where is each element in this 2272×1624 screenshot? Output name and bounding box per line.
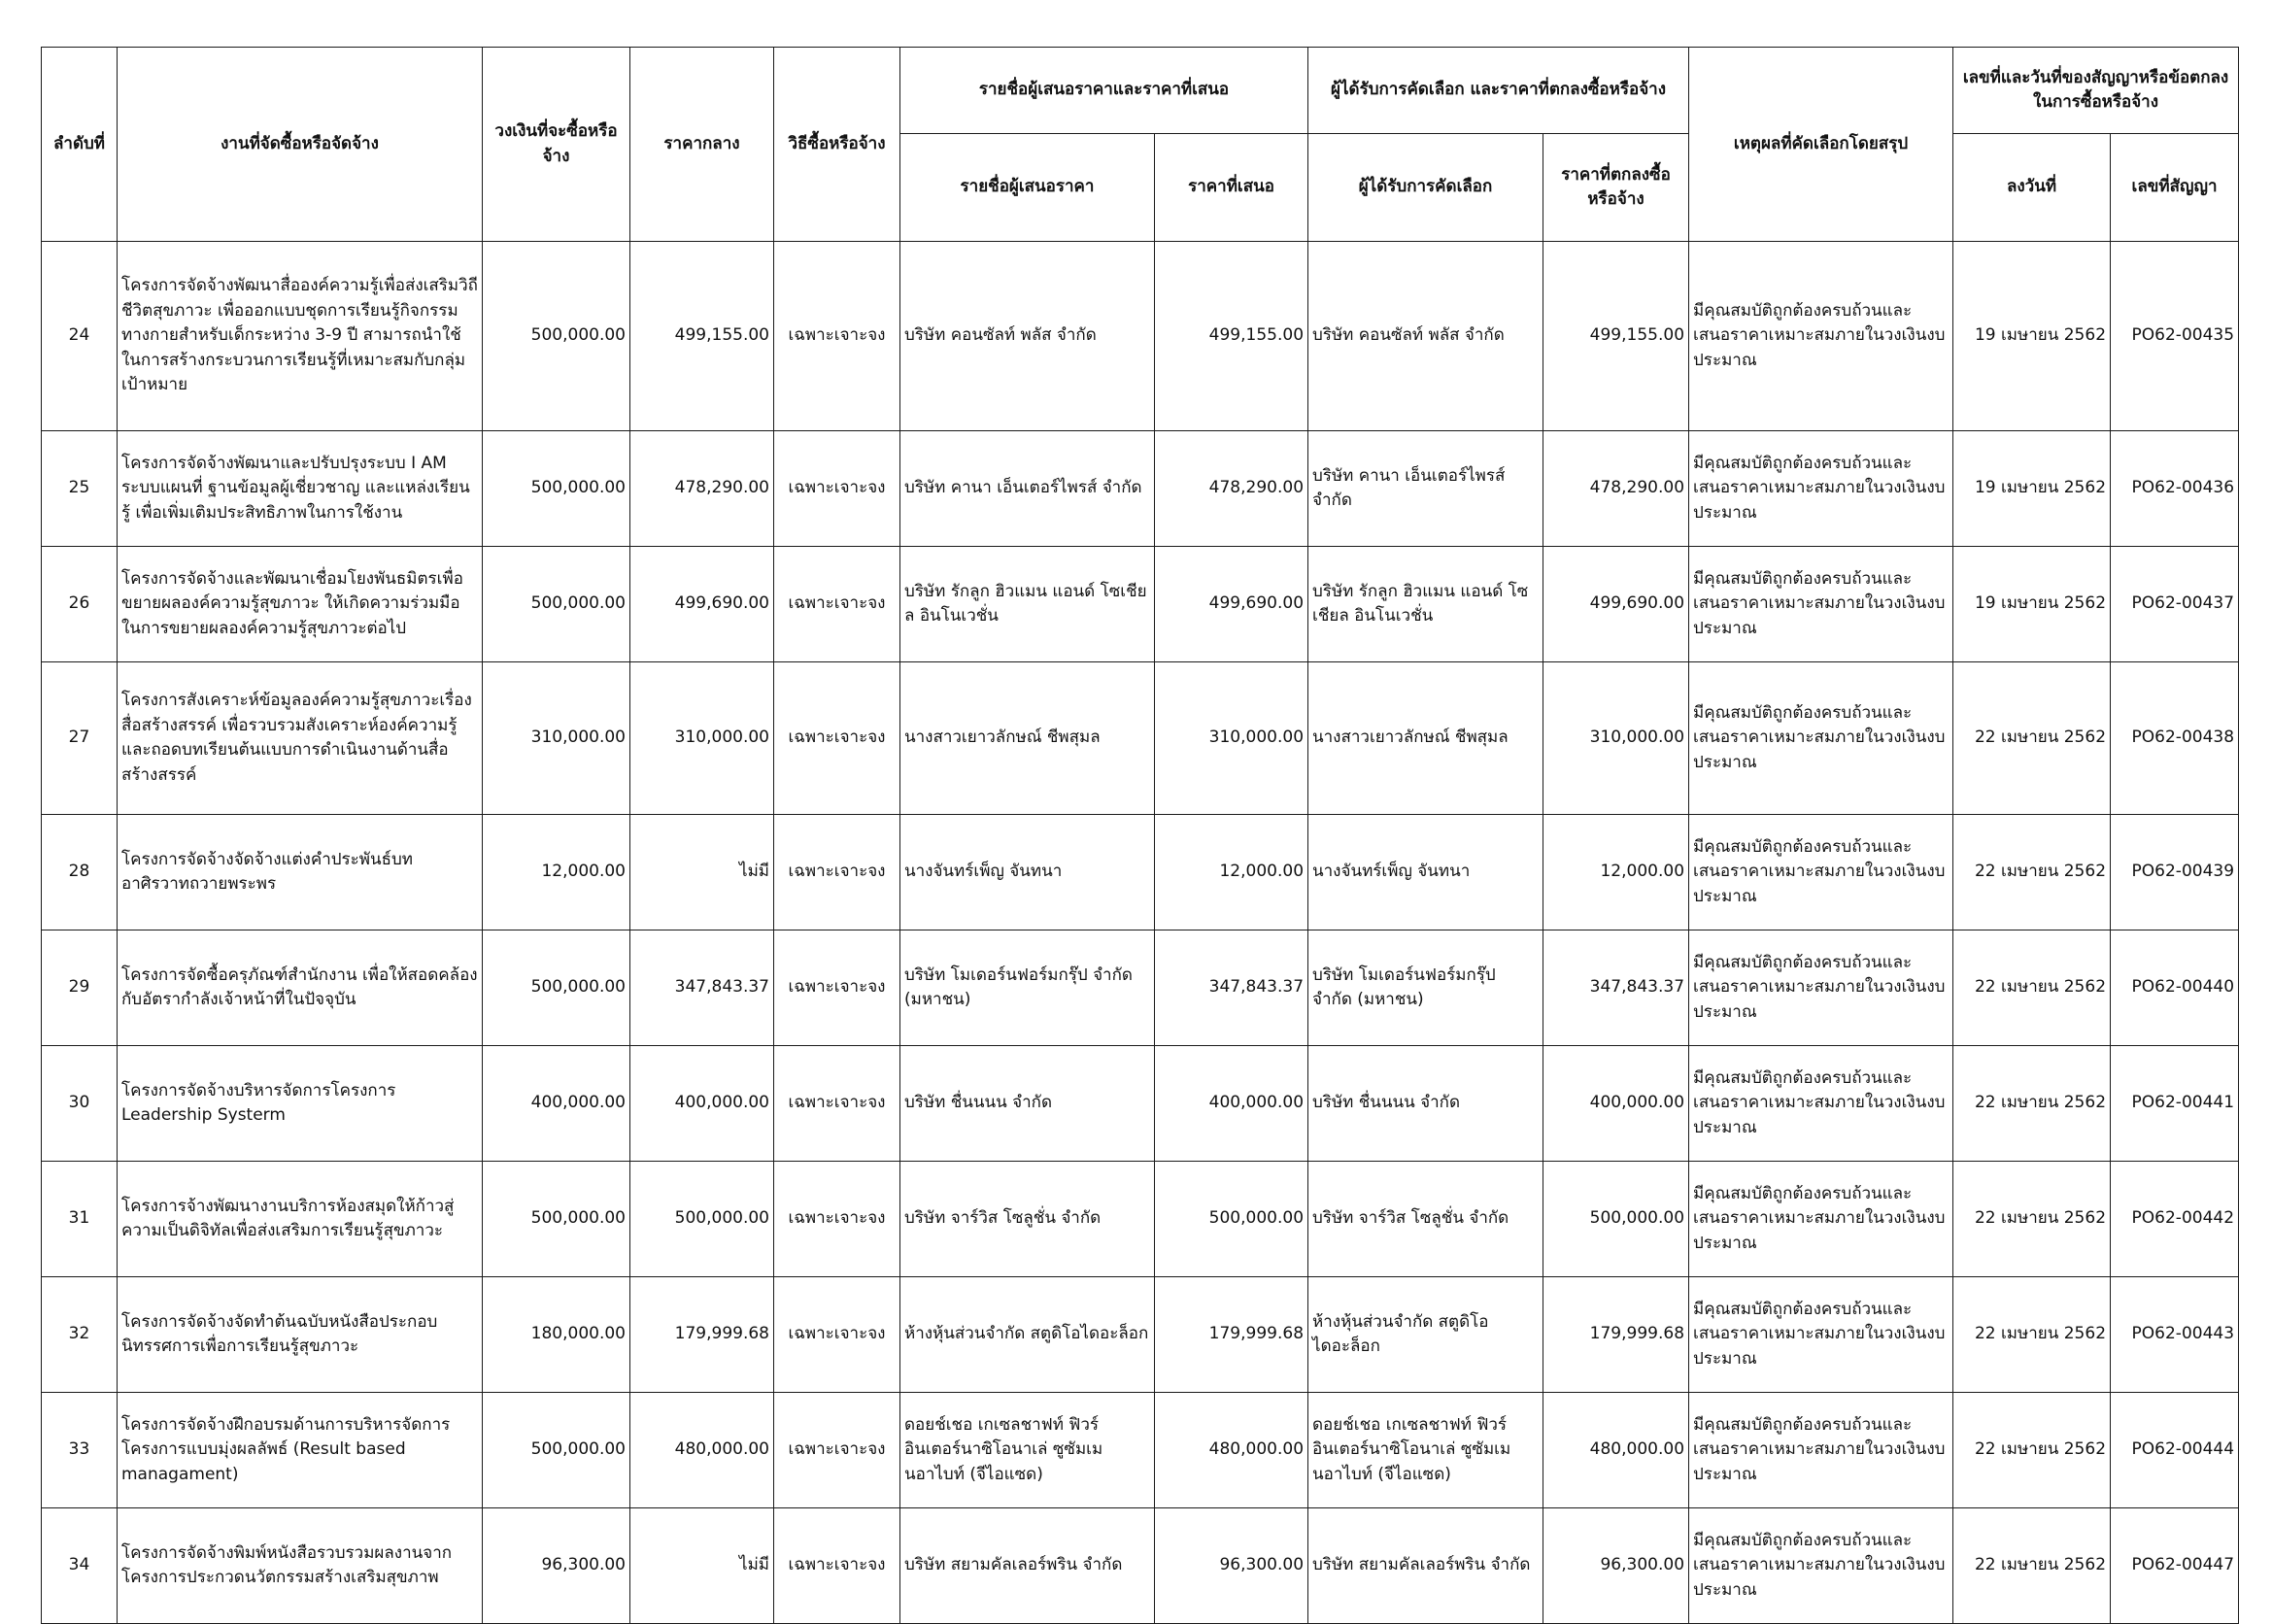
selection-reason: มีคุณสมบัติถูกต้องครบถ้วนและเสนอราคาเหมาะสมภายในวงเงินงบประมาณ: [1689, 1393, 1953, 1508]
bid-price: 96,300.00: [1155, 1508, 1308, 1624]
agreed-price: 347,843.37: [1543, 930, 1689, 1046]
work-description: โครงการจัดจ้างพัฒนาและปรับปรุงระบบ I AM ระบบแผนที่ ฐานข้อมูลผู้เชี่ยวชาญ และแหล่งเรียนรู้ เพื่อเพิ่มเติมประสิทธิภาพในการใช้งาน: [118, 431, 483, 547]
contract-date: 19 เมษายน 2562: [1953, 547, 2111, 662]
row-number: 24: [42, 242, 118, 431]
contract-date: 19 เมษายน 2562: [1953, 431, 2111, 547]
budget-amount: 12,000.00: [483, 815, 630, 930]
budget-amount: 180,000.00: [483, 1277, 630, 1393]
header-bidders-group: รายชื่อผู้เสนอราคาและราคาที่เสนอ: [900, 48, 1308, 134]
budget-amount: 500,000.00: [483, 930, 630, 1046]
procurement-table: [41, 47, 2239, 1624]
contract-number: PO62-00440: [2111, 930, 2239, 1046]
agreed-price: 480,000.00: [1543, 1393, 1689, 1508]
row-number: 28: [42, 815, 118, 930]
procurement-method: เฉพาะเจาะจง: [774, 431, 900, 547]
selected-name: บริษัท สยามคัลเลอร์พริน จำกัด: [1308, 1508, 1543, 1624]
table-row: [42, 431, 2239, 547]
header-contract-no: เลขที่สัญญา: [2111, 134, 2239, 242]
procurement-method: เฉพาะเจาะจง: [774, 815, 900, 930]
table-row: [42, 930, 2239, 1046]
budget-amount: 310,000.00: [483, 662, 630, 815]
agreed-price: 400,000.00: [1543, 1046, 1689, 1162]
budget-amount: 96,300.00: [483, 1508, 630, 1624]
procurement-method: เฉพาะเจาะจง: [774, 930, 900, 1046]
header-selected-name: ผู้ได้รับการคัดเลือก: [1308, 134, 1543, 242]
selection-reason: มีคุณสมบัติถูกต้องครบถ้วนและเสนอราคาเหมาะสมภายในวงเงินงบประมาณ: [1689, 547, 1953, 662]
agreed-price: 499,155.00: [1543, 242, 1689, 431]
agreed-price: 478,290.00: [1543, 431, 1689, 547]
row-number: 33: [42, 1393, 118, 1508]
procurement-method: เฉพาะเจาะจง: [774, 1393, 900, 1508]
agreed-price: 96,300.00: [1543, 1508, 1689, 1624]
selected-name: นางสาวเยาวลักษณ์ ชีพสุมล: [1308, 662, 1543, 815]
selected-name: บริษัท โมเดอร์นฟอร์มกรุ๊ป จำกัด (มหาชน): [1308, 930, 1543, 1046]
selection-reason: มีคุณสมบัติถูกต้องครบถ้วนและเสนอราคาเหมาะสมภายในวงเงินงบประมาณ: [1689, 930, 1953, 1046]
median-price: 499,155.00: [630, 242, 774, 431]
row-number: 27: [42, 662, 118, 815]
work-description: โครงการจัดจ้างฝึกอบรมด้านการบริหารจัดการโครงการแบบมุ่งผลลัพธ์ (Result based managament): [118, 1393, 483, 1508]
bidder-name: นางสาวเยาวลักษณ์ ชีพสุมล: [900, 662, 1155, 815]
contract-date: 22 เมษายน 2562: [1953, 930, 2111, 1046]
header-agreed-price: ราคาที่ตกลงซื้อหรือจ้าง: [1543, 134, 1689, 242]
header-date: ลงวันที่: [1953, 134, 2111, 242]
bid-price: 480,000.00: [1155, 1393, 1308, 1508]
bidder-name: บริษัท รักลูก ฮิวแมน แอนด์ โซเชียล อินโนเวชั่น: [900, 547, 1155, 662]
header-no: ลำดับที่: [42, 48, 118, 242]
header-bidder-name: รายชื่อผู้เสนอราคา: [900, 134, 1155, 242]
bidder-name: ดอยช์เชอ เกเซลชาฟท์ ฟิวร์ อินเตอร์นาซิโอนาเล่ ซูซัมเมนอาไบท์ (จีไอแซด): [900, 1393, 1155, 1508]
table-row: [42, 662, 2239, 815]
bidder-name: บริษัท ชื่นนนน จำกัด: [900, 1046, 1155, 1162]
contract-number: PO62-00437: [2111, 547, 2239, 662]
table-row: [42, 547, 2239, 662]
bid-price: 12,000.00: [1155, 815, 1308, 930]
row-number: 25: [42, 431, 118, 547]
selection-reason: มีคุณสมบัติถูกต้องครบถ้วนและเสนอราคาเหมาะสมภายในวงเงินงบประมาณ: [1689, 1508, 1953, 1624]
bidder-name: บริษัท โมเดอร์นฟอร์มกรุ๊ป จำกัด (มหาชน): [900, 930, 1155, 1046]
bidder-name: บริษัท คานา เอ็นเตอร์ไพรส์ จำกัด: [900, 431, 1155, 547]
contract-number: PO62-00439: [2111, 815, 2239, 930]
median-price: 480,000.00: [630, 1393, 774, 1508]
bid-price: 179,999.68: [1155, 1277, 1308, 1393]
procurement-method: เฉพาะเจาะจง: [774, 242, 900, 431]
contract-number: PO62-00442: [2111, 1162, 2239, 1277]
work-description: โครงการจัดจ้างบริหารจัดการโครงการ Leadership Systerm: [118, 1046, 483, 1162]
budget-amount: 500,000.00: [483, 431, 630, 547]
header-bid-price: ราคาที่เสนอ: [1155, 134, 1308, 242]
agreed-price: 12,000.00: [1543, 815, 1689, 930]
work-description: โครงการจัดจ้างและพัฒนาเชื่อมโยงพันธมิตรเพื่อขยายผลองค์ความรู้สุขภาวะ ให้เกิดความร่วมมือในการขยายผลองค์ความรู้สุขภาวะต่อไป: [118, 547, 483, 662]
table-body: [42, 242, 2239, 1624]
contract-date: 22 เมษายน 2562: [1953, 1162, 2111, 1277]
header-contract-group: เลขที่และวันที่ของสัญญาหรือข้อตกลงในการซื้อหรือจ้าง: [1953, 48, 2239, 134]
budget-amount: 500,000.00: [483, 547, 630, 662]
contract-number: PO62-00438: [2111, 662, 2239, 815]
contract-date: 19 เมษายน 2562: [1953, 242, 2111, 431]
bid-price: 478,290.00: [1155, 431, 1308, 547]
bidder-name: ห้างหุ้นส่วนจำกัด สตูดิโอไดอะล็อก: [900, 1277, 1155, 1393]
contract-date: 22 เมษายน 2562: [1953, 662, 2111, 815]
table-row: [42, 1277, 2239, 1393]
contract-date: 22 เมษายน 2562: [1953, 1277, 2111, 1393]
selection-reason: มีคุณสมบัติถูกต้องครบถ้วนและเสนอราคาเหมาะสมภายในวงเงินงบประมาณ: [1689, 431, 1953, 547]
contract-number: PO62-00443: [2111, 1277, 2239, 1393]
contract-date: 22 เมษายน 2562: [1953, 1393, 2111, 1508]
selected-name: ห้างหุ้นส่วนจำกัด สตูดิโอไดอะล็อก: [1308, 1277, 1543, 1393]
bid-price: 400,000.00: [1155, 1046, 1308, 1162]
row-number: 32: [42, 1277, 118, 1393]
median-price: ไม่มี: [630, 815, 774, 930]
selected-name: บริษัท จาร์วิส โซลูชั่น จำกัด: [1308, 1162, 1543, 1277]
table-row: [42, 1393, 2239, 1508]
bidder-name: บริษัท คอนซัลท์ พลัส จำกัด: [900, 242, 1155, 431]
work-description: โครงการจัดจ้างจัดจ้างแต่งคำประพันธ์บทอาศิรวาทถวายพระพร: [118, 815, 483, 930]
selection-reason: มีคุณสมบัติถูกต้องครบถ้วนและเสนอราคาเหมาะสมภายในวงเงินงบประมาณ: [1689, 1277, 1953, 1393]
header-method: วิธีซื้อหรือจ้าง: [774, 48, 900, 242]
header-selected-group: ผู้ได้รับการคัดเลือก และราคาที่ตกลงซื้อหรือจ้าง: [1308, 48, 1689, 134]
contract-number: PO62-00447: [2111, 1508, 2239, 1624]
procurement-method: เฉพาะเจาะจง: [774, 1046, 900, 1162]
bid-price: 499,155.00: [1155, 242, 1308, 431]
bidder-name: บริษัท สยามคัลเลอร์พริน จำกัด: [900, 1508, 1155, 1624]
agreed-price: 310,000.00: [1543, 662, 1689, 815]
table-row: [42, 242, 2239, 431]
table-row: [42, 1046, 2239, 1162]
selection-reason: มีคุณสมบัติถูกต้องครบถ้วนและเสนอราคาเหมาะสมภายในวงเงินงบประมาณ: [1689, 242, 1953, 431]
header-median-price: ราคากลาง: [630, 48, 774, 242]
table-row: [42, 1162, 2239, 1277]
bid-price: 347,843.37: [1155, 930, 1308, 1046]
procurement-method: เฉพาะเจาะจง: [774, 1162, 900, 1277]
contract-number: PO62-00441: [2111, 1046, 2239, 1162]
table-row: [42, 815, 2239, 930]
agreed-price: 179,999.68: [1543, 1277, 1689, 1393]
selected-name: บริษัท ชื่นนนน จำกัด: [1308, 1046, 1543, 1162]
bid-price: 310,000.00: [1155, 662, 1308, 815]
median-price: 310,000.00: [630, 662, 774, 815]
bidder-name: นางจันทร์เพ็ญ จันทนา: [900, 815, 1155, 930]
budget-amount: 500,000.00: [483, 1162, 630, 1277]
procurement-method: เฉพาะเจาะจง: [774, 662, 900, 815]
median-price: 478,290.00: [630, 431, 774, 547]
header-work: งานที่จัดซื้อหรือจัดจ้าง: [118, 48, 483, 242]
median-price: 347,843.37: [630, 930, 774, 1046]
header-row-1: [42, 48, 2239, 134]
selected-name: บริษัท รักลูก ฮิวแมน แอนด์ โซเชียล อินโนเวชั่น: [1308, 547, 1543, 662]
contract-date: 22 เมษายน 2562: [1953, 1046, 2111, 1162]
row-number: 34: [42, 1508, 118, 1624]
contract-number: PO62-00435: [2111, 242, 2239, 431]
row-number: 29: [42, 930, 118, 1046]
work-description: โครงการจัดจ้างพิมพ์หนังสือรวบรวมผลงานจากโครงการประกวดนวัตกรรมสร้างเสริมสุขภาพ: [118, 1508, 483, 1624]
procurement-method: เฉพาะเจาะจง: [774, 1277, 900, 1393]
row-number: 30: [42, 1046, 118, 1162]
row-number: 26: [42, 547, 118, 662]
header-reason: เหตุผลที่คัดเลือกโดยสรุป: [1689, 48, 1953, 242]
budget-amount: 500,000.00: [483, 242, 630, 431]
selected-name: บริษัท คอนซัลท์ พลัส จำกัด: [1308, 242, 1543, 431]
contract-number: PO62-00444: [2111, 1393, 2239, 1508]
selected-name: บริษัท คานา เอ็นเตอร์ไพรส์ จำกัด: [1308, 431, 1543, 547]
contract-date: 22 เมษายน 2562: [1953, 1508, 2111, 1624]
procurement-method: เฉพาะเจาะจง: [774, 1508, 900, 1624]
row-number: 31: [42, 1162, 118, 1277]
median-price: 500,000.00: [630, 1162, 774, 1277]
median-price: ไม่มี: [630, 1508, 774, 1624]
selection-reason: มีคุณสมบัติถูกต้องครบถ้วนและเสนอราคาเหมาะสมภายในวงเงินงบประมาณ: [1689, 662, 1953, 815]
work-description: โครงการสังเคราะห์ข้อมูลองค์ความรู้สุขภาวะเรื่องสื่อสร้างสรรค์ เพื่อรวบรวมสังเคราะห์องค์ความรู้ และถอดบทเรียนต้นแบบการดำเนินงานด้านสื่อสร้างสรรค์: [118, 662, 483, 815]
agreed-price: 499,690.00: [1543, 547, 1689, 662]
selection-reason: มีคุณสมบัติถูกต้องครบถ้วนและเสนอราคาเหมาะสมภายในวงเงินงบประมาณ: [1689, 815, 1953, 930]
bidder-name: บริษัท จาร์วิส โซลูชั่น จำกัด: [900, 1162, 1155, 1277]
agreed-price: 500,000.00: [1543, 1162, 1689, 1277]
contract-number: PO62-00436: [2111, 431, 2239, 547]
budget-amount: 500,000.00: [483, 1393, 630, 1508]
selection-reason: มีคุณสมบัติถูกต้องครบถ้วนและเสนอราคาเหมาะสมภายในวงเงินงบประมาณ: [1689, 1162, 1953, 1277]
work-description: โครงการจัดซื้อครุภัณฑ์สำนักงาน เพื่อให้สอดคล้องกับอัตรากำลังเจ้าหน้าที่ในปัจจุบัน: [118, 930, 483, 1046]
procurement-method: เฉพาะเจาะจง: [774, 547, 900, 662]
contract-date: 22 เมษายน 2562: [1953, 815, 2111, 930]
work-description: โครงการจัดจ้างพัฒนาสื่อองค์ความรู้เพื่อส่งเสริมวิถีชีวิตสุขภาวะ เพื่อออกแบบชุดการเรียนรู้กิจกรรมทางกายสำหรับเด็กระหว่าง 3-9 ปี สามารถนำใช้ในการสร้างกระบวนการเรียนรู้ที่เหมาะสมกับกลุ่มเป้าหมาย: [118, 242, 483, 431]
selection-reason: มีคุณสมบัติถูกต้องครบถ้วนและเสนอราคาเหมาะสมภายในวงเงินงบประมาณ: [1689, 1046, 1953, 1162]
budget-amount: 400,000.00: [483, 1046, 630, 1162]
selected-name: ดอยช์เชอ เกเซลชาฟท์ ฟิวร์ อินเตอร์นาซิโอนาเล่ ซูซัมเมนอาไบท์ (จีไอแซด): [1308, 1393, 1543, 1508]
work-description: โครงการจ้างพัฒนางานบริการห้องสมุดให้ก้าวสู่ความเป็นดิจิทัลเพื่อส่งเสริมการเรียนรู้สุขภาวะ: [118, 1162, 483, 1277]
header-budget: วงเงินที่จะซื้อหรือจ้าง: [483, 48, 630, 242]
median-price: 179,999.68: [630, 1277, 774, 1393]
bid-price: 500,000.00: [1155, 1162, 1308, 1277]
bid-price: 499,690.00: [1155, 547, 1308, 662]
selected-name: นางจันทร์เพ็ญ จันทนา: [1308, 815, 1543, 930]
work-description: โครงการจัดจ้างจัดทำต้นฉบับหนังสือประกอบนิทรรศการเพื่อการเรียนรู้สุขภาวะ: [118, 1277, 483, 1393]
median-price: 499,690.00: [630, 547, 774, 662]
median-price: 400,000.00: [630, 1046, 774, 1162]
